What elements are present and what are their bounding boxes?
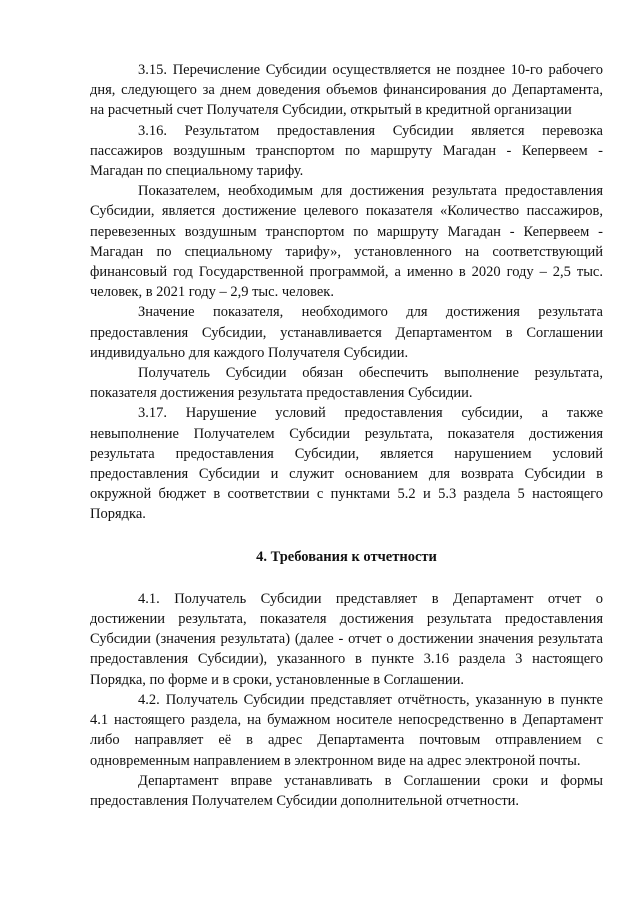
paragraph-4-2: 4.2. Получатель Субсидии представляет отчётность, указанную в пункте 4.1 настоящего раздела, на бумажном носителе непосредственно в Департамент либо направляет её в адрес Департамента почтовым отправлением с одновременным направлением в электронном виде на адрес электроной почты. xyxy=(90,691,603,769)
paragraph-3-15: 3.15. Перечисление Субсидии осуществляется не позднее 10-го рабочего дня, следующего за днем доведения объемов финансирования до Департамента, на расчетный счет Получателя Субсидии, открытый в кредитной организации xyxy=(90,62,603,119)
section-heading-reporting: 4. Требования к отчетности xyxy=(256,548,437,565)
paragraph-indicator-value: Значение показателя, необходимого для достижения результата предоставления Субсидии, устанавливается Департаментом в Соглашении индивидуально для каждого Получателя Субсидии. xyxy=(90,304,603,361)
paragraph-recipient-obligation: Получатель Субсидии обязан обеспечить выполнение результата, показателя достижения результата предоставления Субсидии. xyxy=(90,365,603,402)
paragraph-4-1: 4.1. Получатель Субсидии представляет в Департамент отчет о достижении результата, показателя достижения результата предоставления Субсидии (значения результата) (далее - отчет о достижении значения результата предоставления Субсидии), указанного в пункте 3.16 раздела 3 настоящего Порядка, по форме и в сроки, установленные в Соглашении. xyxy=(90,590,603,688)
paragraph-3-17: 3.17. Нарушение условий предоставления субсидии, а также невыполнение Получателем Субсидии результата, показателя достижения результата предоставления Субсидии, является нарушением условий предоставления Субсидии и служит основанием для возврата Субсидии в окружной бюджет в соответствии с пунктами 5.2 и 5.3 раздела 5 настоящего Порядка. xyxy=(90,405,603,523)
paragraph-additional-reporting: Департамент вправе устанавливать в Соглашении сроки и формы предоставления Получателем Субсидии дополнительной отчетности. xyxy=(90,772,603,809)
paragraph-3-16: 3.16. Результатом предоставления Субсидии является перевозка пассажиров воздушным транспортом по маршруту Магадан - Кепервеем - Магадан по специальному тарифу. xyxy=(90,122,603,180)
paragraph-indicator: Показателем, необходимым для достижения результата предоставления Субсидии, является достижение целевого показателя «Количество пассажиров, перевезенных воздушным транспортом по маршруту Магадан - Кепервеем - Магадан по специальному тарифу», установленного на соответствующий финансовый год Государственной программой, а именно в 2020 году – 2,5 тыс. человек, в 2021 году – 2,9 тыс. человек. xyxy=(90,183,603,301)
document-page xyxy=(90,60,603,811)
